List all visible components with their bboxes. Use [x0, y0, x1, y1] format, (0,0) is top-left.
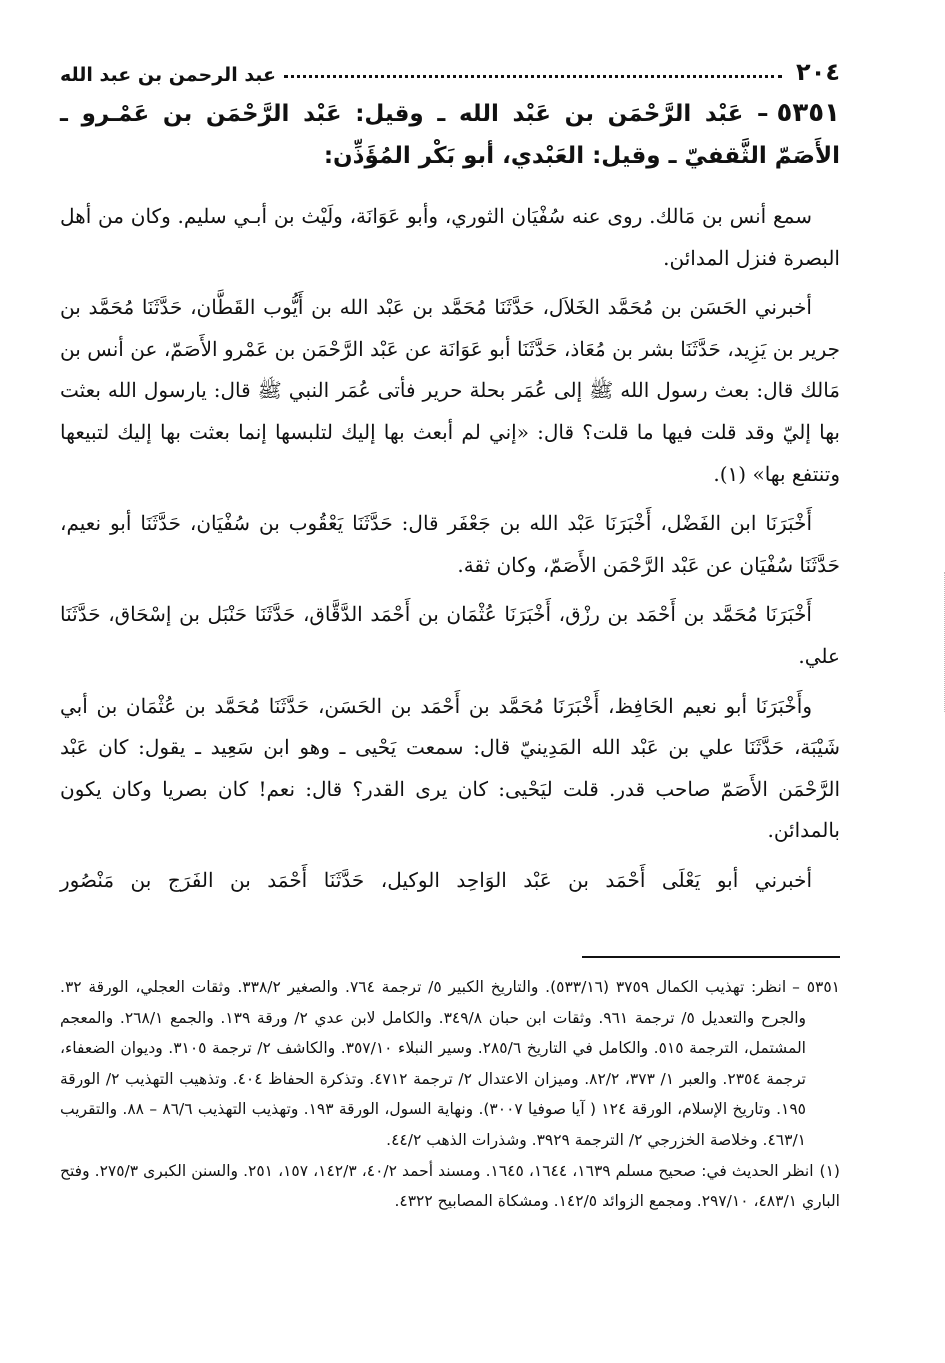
paragraph-5: وأَخْبَرَنَا أبو نعيم الحَافِظ، أَخْبَرَنَا مُحَمَّد بن أَحْمَد بن الحَسَن، حَدَّثَنَا مُحَمَّد بن عُثْمَان بن أبي شَيْبَة، حَدَّثَنَا علي بن عَبْد الله المَدِينيّ قال: سمعت يَحْيى ـ وهو ابن سَعِيد ـ يقول: كان عَبْد الرَّحْمَن الأَصَمّ صاحب قدر. قلت ليَحْيى: كان يرى القدر؟ قال: نعم! كان بصريا وكان يكون بالمدائن.	[60, 693, 840, 843]
entry-title: – عَبْد الرَّحْمَن بن عَبْد الله ـ وقيل: عَبْد الرَّحْمَن بن عَمْـرو ـ الأَصَمّ الثَّقفيّ ـ وقيل: العَبْدي، أبو بَكْر المُؤَذِّن:	[60, 101, 840, 169]
paragraph-3: أَخْبَرَنَا ابن الفَضْل، أَخْبَرَنَا عَبْد الله بن جَعْفَر قال: حَدَّثَنَا يَعْقُوب بن سُفْيَان، حَدَّثَنَا أبو نعيم، حَدَّثَنَا سُفْيَان عن عَبْد الرَّحْمَن الأَصَمّ، وكان ثقة.	[60, 511, 840, 577]
footnote-entry-text: انظر: تهذيب الكمال ٣٧٥٩ (٥٣٣/١٦). والتاريخ الكبير ٥/ ترجمة ٧٦٤. والصغير ٣٣٨/٢. وثقات العجلي، الورقة ٣٢. والجرح والتعديل ٥/ ترجمة ٩٦١. وثقات ابن حبان ٣٤٩/٨. والكامل لابن عدي ٢/ ورقة ١٣٩. والجمع ٢٦٨/١. والمعجم المشتمل، الترجمة ٥١٥. والكامل في التاريخ ٢٨٥/٦. وسير النبلاء ٣٥٧/١٠. والكاشف ٢/ ترجمة ٣١٠٥. وديوان الضعفاء، ترجمة ٢٣٥٤. والعبر ١/ ٣٧٣، ٨٢/٢. وميزان الاعتدال ٢/ ترجمة ٤٧١٢. وتذكرة الحفاظ ٤٠٤. وتذهيب التهذيب ٢/ الورقة ١٩٥. وتاريخ الإسلام، الورقة ١٢٤ ( آيا صوفيا ٣٠٠٧). ونهاية السول، الورقة ١٩٣. وتهذيب التهذيب ٨٦/٦ – ٨٨. والتقريب ٤٦٣/١. وخلاصة الخزرجي ٢/ الترجمة ٣٩٢٩. وشذرات الذهب ٤٤/٢.	[60, 978, 806, 1149]
entry-body	[60, 196, 840, 910]
footnote-entry-label: ٥٣٥١ –	[792, 978, 840, 996]
footnotes	[60, 972, 840, 1217]
scan-edge-mark	[941, 572, 945, 712]
footnote-separator	[582, 956, 840, 958]
header-dotted-leader	[284, 75, 782, 78]
footnote-1-text: انظر الحديث في: صحيح مسلم ١٦٣٩، ١٦٤٤، ١٦٤٥. ومسند أحمد ٤٠/٢، ١٤٢/٣، ١٥٧، ٢٥١. والسنن الكبرى ٢٧٥/٣. وفتح الباري ٤٨٣/١، ٢٩٧/١٠. ومجمع الزوائد ١٤٢/٥. ومشكاة المصابيح ٤٣٢٢.	[60, 1161, 840, 1211]
footnote-1-label: (١)	[819, 1161, 840, 1180]
paragraph-2: أخبرني الحَسَن بن مُحَمَّد الخَلاَل، حَدَّثَنَا مُحَمَّد بن عَبْد الله بن أَيُّوب القَطَّان، حَدَّثَنَا مُحَمَّد بن جرير بن يَزِيد، حَدَّثَنَا بشر بن مُعَاذ، حَدَّثَنَا أبو عَوَانَة عن عَبْد الرَّحْمَن بن عَمْرو الأَصَمّ، عن أنس بن مَالك قال: بعث رسول الله ﷺ إلى عُمَر بحلة حرير فأتى عُمَر النبي ﷺ قال: يارسول الله بعثت بها إليّ وقد قلت فيها ما قلت؟ قال: «إني لم أبعث بها إليك لتلبسها إنما بعثت بها إليك لتبيعها وتنتفع بها» (١).	[60, 295, 840, 486]
entry-number: ٥٣٥١	[776, 98, 840, 128]
footnote-entry	[60, 972, 840, 1156]
paragraph-1: سمع أنس بن مَالك. روى عنه سُفْيَان الثوري، وأبو عَوَانَة، ولَيْث بن أبـي سليم. وكان من أهل البصرة فنزل المدائن.	[60, 204, 840, 270]
paragraph-6: أخبرني أبو يَعْلَى أَحْمَد بن عَبْد الوَاحِد الوكيل، حَدَّثَنَا أَحْمَد بن الفَرَج بن مَنْصُور	[60, 867, 812, 892]
running-title: عبد الرحمن بن عبد الله	[60, 64, 277, 86]
page-header	[60, 52, 840, 86]
page-number: ٢٠٤	[796, 58, 840, 86]
footnote-1	[60, 1156, 840, 1217]
entry-heading	[60, 92, 840, 177]
paragraph-4: أَخْبَرَنَا مُحَمَّد بن أَحْمَد بن رزْق، أَخْبَرَنَا عُثْمَان بن أَحْمَد الدَّقَّاق، حَدَّثَنَا حَنْبَل بن إسْحَاق، حَدَّثَنَا علي.	[60, 602, 840, 668]
